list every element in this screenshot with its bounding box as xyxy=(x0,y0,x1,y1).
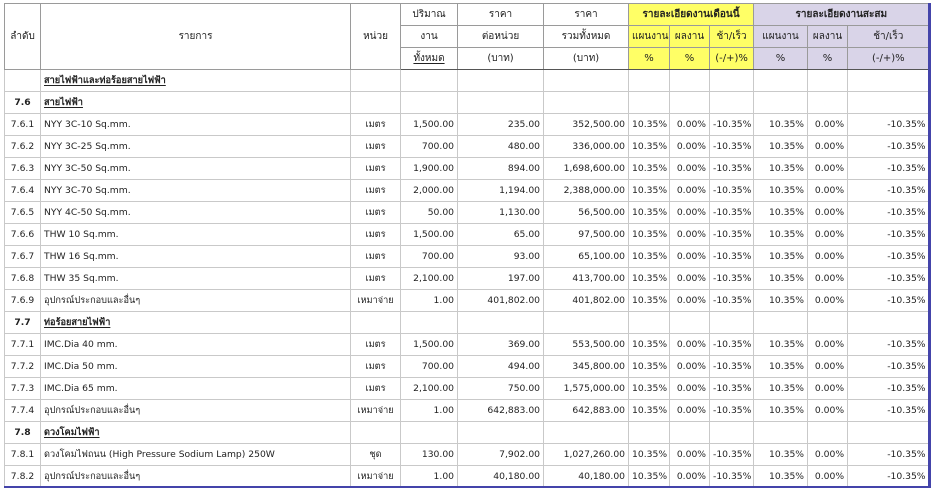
table-row xyxy=(5,268,930,290)
row-month-actual[interactable]: 0.00% xyxy=(670,114,710,136)
row-month-plan[interactable] xyxy=(629,92,670,114)
row-unit-price[interactable]: 93.00 xyxy=(458,246,544,268)
row-unit[interactable] xyxy=(351,92,401,114)
row-code[interactable] xyxy=(5,70,41,92)
row-cum-actual[interactable]: 0.00% xyxy=(808,246,848,268)
row-unit-price[interactable]: 1,194.00 xyxy=(458,180,544,202)
row-cum-actual[interactable]: 0.00% xyxy=(808,466,848,488)
row-qty[interactable] xyxy=(401,422,458,444)
row-unit[interactable]: เหมาจ่าย xyxy=(351,400,401,422)
row-unit[interactable]: ชุด xyxy=(351,444,401,466)
row-month-actual[interactable]: 0.00% xyxy=(670,180,710,202)
row-month-actual[interactable]: 0.00% xyxy=(670,466,710,488)
row-total[interactable]: 336,000.00 xyxy=(544,136,629,158)
row-code[interactable]: 7.7 xyxy=(5,312,41,334)
row-code[interactable]: 7.6.9 xyxy=(5,290,41,312)
row-qty[interactable]: 130.00 xyxy=(401,444,458,466)
header-cumulative-group[interactable]: รายละเอียดงานสะสม xyxy=(754,4,930,26)
row-unit-price[interactable] xyxy=(458,70,544,92)
row-unit-price[interactable]: 642,883.00 xyxy=(458,400,544,422)
row-unit-price[interactable]: 494.00 xyxy=(458,356,544,378)
row-code[interactable]: 7.6.6 xyxy=(5,224,41,246)
header-cum-actual[interactable]: ผลงาน xyxy=(808,26,848,48)
row-month-plan[interactable]: 10.35% xyxy=(629,114,670,136)
row-month-actual[interactable] xyxy=(670,70,710,92)
row-unit[interactable]: เมตร xyxy=(351,158,401,180)
row-month-diff[interactable]: -10.35% xyxy=(710,356,754,378)
row-unit-price[interactable]: 197.00 xyxy=(458,268,544,290)
row-month-diff[interactable]: -10.35% xyxy=(710,158,754,180)
row-cum-actual[interactable]: 0.00% xyxy=(808,224,848,246)
row-cum-diff[interactable]: -10.35% xyxy=(848,400,930,422)
row-month-plan[interactable] xyxy=(629,312,670,334)
row-cum-diff[interactable]: -10.35% xyxy=(848,334,930,356)
row-cum-plan[interactable]: 10.35% xyxy=(754,180,808,202)
row-month-diff[interactable]: -10.35% xyxy=(710,202,754,224)
header-month-diff[interactable]: ช้า/เร็ว xyxy=(710,26,754,48)
row-unit-price[interactable]: 401,802.00 xyxy=(458,290,544,312)
row-total[interactable]: 2,388,000.00 xyxy=(544,180,629,202)
row-cum-plan[interactable]: 10.35% xyxy=(754,158,808,180)
row-name[interactable]: สายไฟฟ้า xyxy=(41,92,351,114)
row-name[interactable]: อุปกรณ์ประกอบและอื่นๆ xyxy=(41,400,351,422)
row-unit-price[interactable] xyxy=(458,312,544,334)
row-name[interactable]: THW 35 Sq.mm. xyxy=(41,268,351,290)
header-total-price-2[interactable]: รวมทั้งหมด xyxy=(544,26,629,48)
row-month-plan[interactable]: 10.35% xyxy=(629,202,670,224)
row-code[interactable]: 7.6.1 xyxy=(5,114,41,136)
row-qty[interactable]: 700.00 xyxy=(401,356,458,378)
row-cum-plan[interactable]: 10.35% xyxy=(754,114,808,136)
row-cum-actual[interactable] xyxy=(808,312,848,334)
header-month-plan-pct[interactable]: % xyxy=(629,48,670,70)
row-qty[interactable]: 2,100.00 xyxy=(401,268,458,290)
row-month-actual[interactable]: 0.00% xyxy=(670,224,710,246)
row-qty[interactable]: 1.00 xyxy=(401,466,458,488)
table-row xyxy=(5,400,930,422)
row-code[interactable]: 7.7.3 xyxy=(5,378,41,400)
row-name[interactable]: อุปกรณ์ประกอบและอื่นๆ xyxy=(41,290,351,312)
header-month-diff-pct[interactable]: (-/+)% xyxy=(710,48,754,70)
row-cum-actual[interactable]: 0.00% xyxy=(808,136,848,158)
row-total[interactable]: 1,698,600.00 xyxy=(544,158,629,180)
row-unit-price[interactable]: 894.00 xyxy=(458,158,544,180)
section-row xyxy=(5,312,930,334)
row-cum-diff[interactable]: -10.35% xyxy=(848,290,930,312)
row-unit-price[interactable]: 40,180.00 xyxy=(458,466,544,488)
table-row xyxy=(5,290,930,312)
row-code[interactable]: 7.7.2 xyxy=(5,356,41,378)
row-cum-plan[interactable]: 10.35% xyxy=(754,400,808,422)
row-month-diff[interactable]: -10.35% xyxy=(710,224,754,246)
row-month-diff[interactable]: -10.35% xyxy=(710,400,754,422)
row-name[interactable]: NYY 3C-70 Sq.mm. xyxy=(41,180,351,202)
row-qty[interactable] xyxy=(401,312,458,334)
row-name[interactable]: NYY 3C-50 Sq.mm. xyxy=(41,158,351,180)
row-total[interactable] xyxy=(544,70,629,92)
row-unit-price[interactable]: 480.00 xyxy=(458,136,544,158)
row-month-actual[interactable]: 0.00% xyxy=(670,202,710,224)
row-month-plan[interactable]: 10.35% xyxy=(629,290,670,312)
row-cum-plan[interactable]: 10.35% xyxy=(754,334,808,356)
row-month-diff[interactable]: -10.35% xyxy=(710,290,754,312)
row-month-plan[interactable]: 10.35% xyxy=(629,180,670,202)
row-month-actual[interactable]: 0.00% xyxy=(670,158,710,180)
header-month-plan[interactable]: แผนงาน xyxy=(629,26,670,48)
table-row xyxy=(5,378,930,400)
row-month-diff[interactable]: -10.35% xyxy=(710,268,754,290)
row-month-actual[interactable]: 0.00% xyxy=(670,290,710,312)
row-total[interactable]: 352,500.00 xyxy=(544,114,629,136)
row-cum-plan[interactable]: 10.35% xyxy=(754,246,808,268)
row-month-diff[interactable] xyxy=(710,312,754,334)
row-unit[interactable]: เมตร xyxy=(351,224,401,246)
row-qty[interactable] xyxy=(401,70,458,92)
table-row xyxy=(5,334,930,356)
row-total[interactable]: 65,100.00 xyxy=(544,246,629,268)
row-code[interactable]: 7.6.5 xyxy=(5,202,41,224)
row-unit[interactable] xyxy=(351,422,401,444)
row-month-plan[interactable]: 10.35% xyxy=(629,224,670,246)
row-cum-diff[interactable]: -10.35% xyxy=(848,224,930,246)
row-unit-price[interactable]: 1,130.00 xyxy=(458,202,544,224)
row-qty[interactable]: 1,500.00 xyxy=(401,114,458,136)
table-row xyxy=(5,180,930,202)
row-month-actual[interactable] xyxy=(670,92,710,114)
row-unit-price[interactable] xyxy=(458,422,544,444)
row-cum-diff[interactable]: -10.35% xyxy=(848,268,930,290)
row-cum-plan[interactable]: 10.35% xyxy=(754,444,808,466)
row-month-plan[interactable]: 10.35% xyxy=(629,444,670,466)
row-cum-plan[interactable] xyxy=(754,312,808,334)
row-total[interactable]: 97,500.00 xyxy=(544,224,629,246)
row-month-plan[interactable] xyxy=(629,422,670,444)
row-code[interactable]: 7.6.3 xyxy=(5,158,41,180)
row-cum-plan[interactable]: 10.35% xyxy=(754,202,808,224)
row-cum-diff[interactable] xyxy=(848,312,930,334)
row-cum-actual[interactable]: 0.00% xyxy=(808,378,848,400)
row-month-plan[interactable]: 10.35% xyxy=(629,356,670,378)
row-month-actual[interactable]: 0.00% xyxy=(670,268,710,290)
row-cum-plan[interactable]: 10.35% xyxy=(754,268,808,290)
row-cum-plan[interactable]: 10.35% xyxy=(754,466,808,488)
row-name[interactable]: NYY 4C-50 Sq.mm. xyxy=(41,202,351,224)
row-total[interactable]: 40,180.00 xyxy=(544,466,629,488)
row-cum-diff[interactable]: -10.35% xyxy=(848,202,930,224)
row-cum-diff[interactable]: -10.35% xyxy=(848,378,930,400)
row-name[interactable]: IMC.Dia 40 mm. xyxy=(41,334,351,356)
table-row xyxy=(5,202,930,224)
header-month-actual[interactable]: ผลงาน xyxy=(670,26,710,48)
row-month-plan[interactable]: 10.35% xyxy=(629,268,670,290)
row-unit-price[interactable]: 235.00 xyxy=(458,114,544,136)
row-qty[interactable]: 1,900.00 xyxy=(401,158,458,180)
row-unit-price[interactable]: 369.00 xyxy=(458,334,544,356)
table-row xyxy=(5,136,930,158)
row-unit[interactable]: เมตร xyxy=(351,378,401,400)
table-row xyxy=(5,158,930,180)
row-month-diff[interactable]: -10.35% xyxy=(710,136,754,158)
print-area-border-bottom xyxy=(4,486,930,488)
header-qty-2[interactable]: งาน xyxy=(401,26,458,48)
row-cum-diff[interactable] xyxy=(848,422,930,444)
row-cum-diff[interactable]: -10.35% xyxy=(848,466,930,488)
row-month-diff[interactable]: -10.35% xyxy=(710,378,754,400)
row-cum-plan[interactable]: 10.35% xyxy=(754,356,808,378)
row-unit[interactable]: เหมาจ่าย xyxy=(351,290,401,312)
header-items[interactable]: รายการ xyxy=(41,4,351,70)
section-row xyxy=(5,92,930,114)
row-name[interactable]: สายไฟฟ้าและท่อร้อยสายไฟฟ้า xyxy=(41,70,351,92)
header-total-price-1[interactable]: ราคา xyxy=(544,4,629,26)
row-code[interactable]: 7.6.2 xyxy=(5,136,41,158)
row-qty[interactable]: 700.00 xyxy=(401,246,458,268)
row-cum-diff[interactable]: -10.35% xyxy=(848,356,930,378)
row-month-diff[interactable]: -10.35% xyxy=(710,114,754,136)
header-seq[interactable]: ลำดับ xyxy=(5,4,41,70)
table-row xyxy=(5,246,930,268)
row-cum-plan[interactable] xyxy=(754,92,808,114)
row-qty[interactable]: 2,100.00 xyxy=(401,378,458,400)
row-code[interactable]: 7.6.7 xyxy=(5,246,41,268)
row-qty[interactable]: 1,500.00 xyxy=(401,224,458,246)
row-name[interactable]: ท่อร้อยสายไฟฟ้า xyxy=(41,312,351,334)
row-month-plan[interactable]: 10.35% xyxy=(629,158,670,180)
row-cum-plan[interactable]: 10.35% xyxy=(754,224,808,246)
row-code[interactable]: 7.6.8 xyxy=(5,268,41,290)
print-area-border-right xyxy=(928,3,930,487)
header-month-group[interactable]: รายละเอียดงานเดือนนี้ xyxy=(629,4,754,26)
row-total[interactable] xyxy=(544,312,629,334)
row-total[interactable]: 401,802.00 xyxy=(544,290,629,312)
row-total[interactable]: 642,883.00 xyxy=(544,400,629,422)
header-total-price-3[interactable]: (บาท) xyxy=(544,48,629,70)
row-month-actual[interactable]: 0.00% xyxy=(670,378,710,400)
table-row xyxy=(5,444,930,466)
row-month-diff[interactable]: -10.35% xyxy=(710,444,754,466)
row-unit[interactable]: เมตร xyxy=(351,202,401,224)
row-name[interactable]: NYY 3C-10 Sq.mm. xyxy=(41,114,351,136)
header-unit-price-3[interactable]: (บาท) xyxy=(458,48,544,70)
header-cum-actual-pct[interactable]: % xyxy=(808,48,848,70)
row-qty[interactable]: 1.00 xyxy=(401,290,458,312)
row-month-actual[interactable]: 0.00% xyxy=(670,444,710,466)
row-cum-diff[interactable] xyxy=(848,70,930,92)
header-unit[interactable]: หน่วย xyxy=(351,4,401,70)
row-cum-actual[interactable] xyxy=(808,92,848,114)
row-month-diff[interactable]: -10.35% xyxy=(710,334,754,356)
row-cum-actual[interactable]: 0.00% xyxy=(808,290,848,312)
row-qty[interactable] xyxy=(401,92,458,114)
row-month-diff[interactable]: -10.35% xyxy=(710,180,754,202)
header-qty-1[interactable]: ปริมาณ xyxy=(401,4,458,26)
row-code[interactable]: 7.8 xyxy=(5,422,41,444)
row-month-plan[interactable]: 10.35% xyxy=(629,246,670,268)
row-cum-diff[interactable]: -10.35% xyxy=(848,246,930,268)
row-code[interactable]: 7.7.4 xyxy=(5,400,41,422)
row-total[interactable] xyxy=(544,422,629,444)
row-unit-price[interactable] xyxy=(458,92,544,114)
row-month-diff[interactable] xyxy=(710,422,754,444)
row-cum-diff[interactable]: -10.35% xyxy=(848,444,930,466)
row-unit-price[interactable]: 65.00 xyxy=(458,224,544,246)
row-month-actual[interactable]: 0.00% xyxy=(670,334,710,356)
row-name[interactable]: THW 10 Sq.mm. xyxy=(41,224,351,246)
row-unit-price[interactable]: 750.00 xyxy=(458,378,544,400)
row-total[interactable]: 553,500.00 xyxy=(544,334,629,356)
table-row xyxy=(5,114,930,136)
table-row xyxy=(5,224,930,246)
row-total[interactable] xyxy=(544,92,629,114)
header-unit-price-2[interactable]: ต่อหน่วย xyxy=(458,26,544,48)
row-month-actual[interactable]: 0.00% xyxy=(670,246,710,268)
row-name[interactable]: ดวงโคมไฟฟ้า xyxy=(41,422,351,444)
row-cum-diff[interactable]: -10.35% xyxy=(848,114,930,136)
row-cum-actual[interactable]: 0.00% xyxy=(808,158,848,180)
header-cum-plan-pct[interactable]: % xyxy=(754,48,808,70)
row-month-diff[interactable] xyxy=(710,70,754,92)
row-name[interactable]: IMC.Dia 50 mm. xyxy=(41,356,351,378)
row-code[interactable]: 7.8.1 xyxy=(5,444,41,466)
row-name[interactable]: ดวงโคมไฟถนน (High Pressure Sodium Lamp) 250W xyxy=(41,444,351,466)
row-total[interactable]: 1,575,000.00 xyxy=(544,378,629,400)
header-month-actual-pct[interactable]: % xyxy=(670,48,710,70)
row-month-actual[interactable]: 0.00% xyxy=(670,400,710,422)
row-qty[interactable]: 2,000.00 xyxy=(401,180,458,202)
row-cum-diff[interactable]: -10.35% xyxy=(848,136,930,158)
row-month-diff[interactable]: -10.35% xyxy=(710,466,754,488)
row-total[interactable]: 345,800.00 xyxy=(544,356,629,378)
row-unit[interactable]: เมตร xyxy=(351,246,401,268)
row-qty[interactable]: 1,500.00 xyxy=(401,334,458,356)
row-unit[interactable] xyxy=(351,70,401,92)
row-unit[interactable] xyxy=(351,312,401,334)
row-cum-actual[interactable]: 0.00% xyxy=(808,202,848,224)
row-cum-actual[interactable]: 0.00% xyxy=(808,180,848,202)
row-unit[interactable]: เมตร xyxy=(351,334,401,356)
row-name[interactable]: NYY 3C-25 Sq.mm. xyxy=(41,136,351,158)
row-cum-actual[interactable] xyxy=(808,70,848,92)
row-unit[interactable]: เหมาจ่าย xyxy=(351,466,401,488)
row-code[interactable]: 7.6.4 xyxy=(5,180,41,202)
row-cum-actual[interactable]: 0.00% xyxy=(808,334,848,356)
row-unit[interactable]: เมตร xyxy=(351,114,401,136)
row-cum-plan[interactable] xyxy=(754,422,808,444)
row-cum-diff[interactable]: -10.35% xyxy=(848,180,930,202)
header-cum-diff[interactable]: ช้า/เร็ว xyxy=(848,26,930,48)
row-month-diff[interactable] xyxy=(710,92,754,114)
table-body xyxy=(5,70,930,488)
row-cum-diff[interactable] xyxy=(848,92,930,114)
row-unit[interactable]: เมตร xyxy=(351,356,401,378)
row-cum-actual[interactable]: 0.00% xyxy=(808,268,848,290)
table-row xyxy=(5,466,930,488)
row-cum-diff[interactable]: -10.35% xyxy=(848,158,930,180)
row-qty[interactable]: 1.00 xyxy=(401,400,458,422)
row-total[interactable]: 56,500.00 xyxy=(544,202,629,224)
row-qty[interactable]: 50.00 xyxy=(401,202,458,224)
row-code[interactable]: 7.6 xyxy=(5,92,41,114)
row-cum-plan[interactable]: 10.35% xyxy=(754,136,808,158)
row-unit[interactable]: เมตร xyxy=(351,180,401,202)
row-month-actual[interactable] xyxy=(670,422,710,444)
row-month-actual[interactable]: 0.00% xyxy=(670,356,710,378)
row-month-plan[interactable] xyxy=(629,70,670,92)
row-cum-actual[interactable]: 0.00% xyxy=(808,114,848,136)
row-cum-actual[interactable]: 0.00% xyxy=(808,356,848,378)
row-name[interactable]: อุปกรณ์ประกอบและอื่นๆ xyxy=(41,466,351,488)
section-row xyxy=(5,422,930,444)
row-code[interactable]: 7.8.2 xyxy=(5,466,41,488)
row-month-diff[interactable]: -10.35% xyxy=(710,246,754,268)
row-month-actual[interactable]: 0.00% xyxy=(670,136,710,158)
header-unit-price-1[interactable]: ราคา xyxy=(458,4,544,26)
row-cum-actual[interactable]: 0.00% xyxy=(808,400,848,422)
row-month-plan[interactable]: 10.35% xyxy=(629,378,670,400)
header-cum-plan[interactable]: แผนงาน xyxy=(754,26,808,48)
row-cum-actual[interactable] xyxy=(808,422,848,444)
row-cum-plan[interactable] xyxy=(754,70,808,92)
table-header xyxy=(5,4,930,70)
row-month-plan[interactable]: 10.35% xyxy=(629,466,670,488)
row-cum-plan[interactable]: 10.35% xyxy=(754,378,808,400)
row-code[interactable]: 7.7.1 xyxy=(5,334,41,356)
section-row xyxy=(5,70,930,92)
row-month-actual[interactable] xyxy=(670,312,710,334)
work-progress-table xyxy=(4,3,931,488)
row-month-plan[interactable]: 10.35% xyxy=(629,400,670,422)
row-cum-plan[interactable]: 10.35% xyxy=(754,290,808,312)
row-total[interactable]: 1,027,260.00 xyxy=(544,444,629,466)
row-unit-price[interactable]: 7,902.00 xyxy=(458,444,544,466)
row-unit[interactable]: เมตร xyxy=(351,268,401,290)
row-name[interactable]: THW 16 Sq.mm. xyxy=(41,246,351,268)
row-month-plan[interactable]: 10.35% xyxy=(629,334,670,356)
header-qty-3[interactable]: ทั้งหมด xyxy=(401,48,458,70)
row-unit[interactable]: เมตร xyxy=(351,136,401,158)
header-cum-diff-pct[interactable]: (-/+)% xyxy=(848,48,930,70)
table-row xyxy=(5,356,930,378)
row-qty[interactable]: 700.00 xyxy=(401,136,458,158)
row-month-plan[interactable]: 10.35% xyxy=(629,136,670,158)
row-name[interactable]: IMC.Dia 65 mm. xyxy=(41,378,351,400)
row-total[interactable]: 413,700.00 xyxy=(544,268,629,290)
row-cum-actual[interactable]: 0.00% xyxy=(808,444,848,466)
